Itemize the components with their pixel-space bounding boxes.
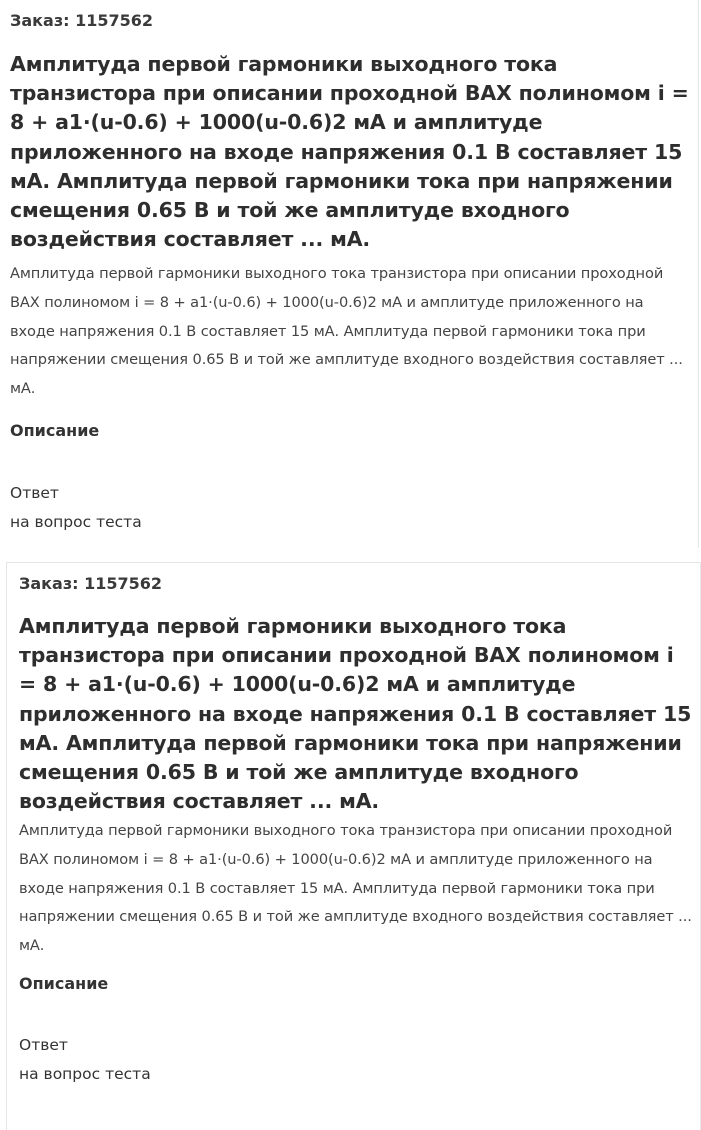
order-card-1: [0, 0, 699, 548]
answer-label: Ответ: [10, 484, 59, 502]
order-number: Заказ: 1157562: [10, 11, 154, 30]
question-body: Амплитуда первой гармоники выходного тока транзистора при описании проходной ВАХ полиномом i = 8 + a1·(u-0.6) + 1000(u-0.6)2 мА и амплитуде приложенного на входе напряжения 0.1 В составляет 15 мА. Амплитуда первой гармоники тока при напряжении смещения 0.65 В и той же амплитуде входного воздействия составляет ... мА.: [19, 822, 692, 955]
description-heading: Описание: [10, 421, 100, 440]
question-body: Амплитуда первой гармоники выходного тока транзистора при описании проходной ВАХ полиномом i = 8 + a1·(u-0.6) + 1000(u-0.6)2 мА и амплитуде приложенного на входе напряжения 0.1 В составляет 15 мА. Амплитуда первой гармоники тока при напряжении смещения 0.65 В и той же амплитуде входного воздействия составляет ... мА.: [10, 265, 683, 398]
question-title: Амплитуда первой гармоники выходного тока транзистора при описании проходной ВАХ полиномом i = 8 + a1·(u-0.6) + 1000(u-0.6)2 мА и амплитуде приложенного на входе напряжения 0.1 В составляет 15 мА. Амплитуда первой гармоники тока при напряжении смещения 0.65 В и той же амплитуде входного воздействия составляет ... мА.: [19, 614, 692, 814]
order-card-2: [6, 562, 701, 1130]
order-number: Заказ: 1157562: [19, 574, 163, 593]
question-title: Амплитуда первой гармоники выходного тока транзистора при описании проходной ВАХ полиномом i = 8 + a1·(u-0.6) + 1000(u-0.6)2 мА и амплитуде приложенного на входе напряжения 0.1 В составляет 15 мА. Амплитуда первой гармоники тока при напряжении смещения 0.65 В и той же амплитуде входного воздействия составляет ... мА.: [10, 52, 689, 252]
description-heading: Описание: [19, 974, 109, 993]
answer-subtitle: на вопрос теста: [19, 1065, 151, 1083]
answer-label: Ответ: [19, 1036, 68, 1054]
answer-subtitle: на вопрос теста: [10, 513, 142, 531]
